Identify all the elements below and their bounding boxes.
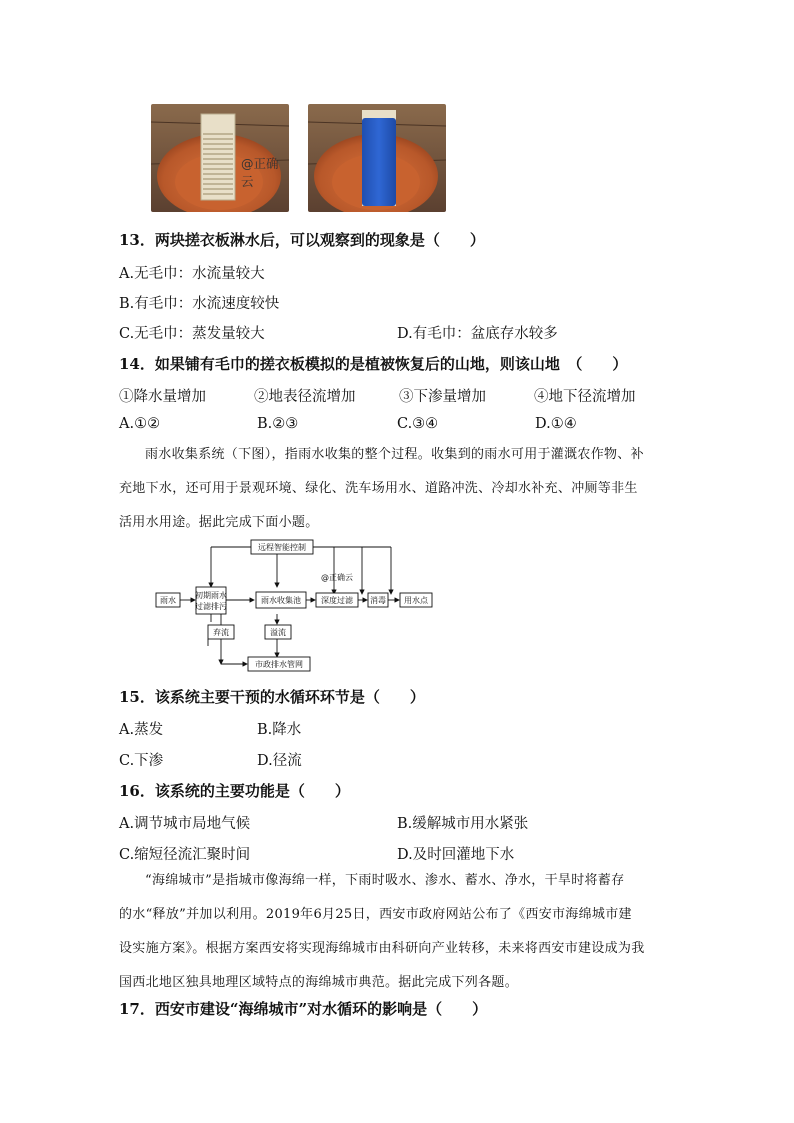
passage-sponge-city-line-3: 设实施方案》。根据方案西安将实现海绵城市由科研向产业转移，未来将西安市建设成为我: [119, 941, 645, 956]
question-15-option-d: D.径流: [257, 753, 302, 769]
passage-rainwater-line-2: 充地下水，还可用于景观环境、绿化、洗车场用水、道路冲洗、冷却水补充、冲厕等非生: [119, 481, 638, 496]
question-14-option-d: D.①④: [535, 416, 577, 432]
question-13-option-d: D.有毛巾：盆底存水较多: [397, 326, 558, 342]
diagram-label-deep-filter: 深度过滤: [321, 596, 353, 605]
question-17-stem: 17．西安市建设“海绵城市”对水循环的影响是（ ）: [119, 1000, 488, 1018]
rainwater-system-diagram: [155, 538, 445, 674]
question-16-option-c: C.缩短径流汇聚时间: [119, 847, 251, 863]
question-14-item-1: ①降水量增加: [119, 389, 206, 405]
photo-watermark: @正确云: [241, 156, 279, 189]
question-15-option-a: A.蒸发: [119, 722, 164, 738]
passage-sponge-city-line-2: 的水“释放”并加以利用。2019年6月25日，西安市政府网站公布了《西安市海绵城市建: [119, 907, 632, 922]
question-14-item-3: ③下渗量增加: [399, 389, 486, 405]
question-13-option-b: B.有毛巾：水流速度较快: [119, 296, 280, 312]
photo-washboard-with-towel: [308, 104, 446, 212]
diagram-label-initial-1: 初期雨水: [195, 591, 227, 600]
question-14-option-a: A.①②: [119, 416, 161, 432]
photo-washboard-without-towel: [151, 104, 289, 212]
diagram-label-overflow: 溢流: [270, 628, 286, 637]
question-16-option-b: B.缓解城市用水紧张: [397, 816, 529, 832]
question-15-option-b: B.降水: [257, 722, 302, 738]
question-14-item-4: ④地下径流增加: [534, 389, 636, 405]
passage-rainwater-line-1: 雨水收集系统（下图），指雨水收集的整个过程。收集到的雨水可用于灌溉农作物、补: [145, 447, 644, 462]
passage-sponge-city-line-4: 国西北地区独具地理区域特点的海绵城市典范。据此完成下列各题。: [119, 975, 519, 990]
diagram-label-discard: 弃流: [213, 628, 229, 637]
question-13-stem: 13．两块搓衣板淋水后，可以观察到的现象是（ ）: [119, 231, 485, 249]
diagram-label-initial-2: 过滤排污: [195, 602, 227, 611]
diagram-label-use-point: 用水点: [404, 596, 428, 605]
diagram-label-remote-control: 远程智能控制: [258, 543, 306, 552]
question-15-stem: 15．该系统主要干预的水循环环节是（ ）: [119, 688, 425, 706]
question-16-stem: 16．该系统的主要功能是（ ）: [119, 782, 350, 800]
question-14-item-2: ②地表径流增加: [254, 389, 356, 405]
question-15-option-c: C.下渗: [119, 753, 164, 769]
question-14-stem: 14．如果铺有毛巾的搓衣板模拟的是植被恢复后的山地，则该山地 （ ）: [119, 355, 628, 373]
diagram-label-rain: 雨水: [160, 596, 176, 605]
question-13-option-c: C.无毛巾：蒸发量较大: [119, 326, 265, 342]
diagram-label-drain: 市政排水管网: [255, 660, 303, 669]
question-13-option-a: A.无毛巾：水流量较大: [119, 266, 265, 282]
diagram-label-disinfect: 消毒: [370, 596, 386, 605]
question-14-option-b: B.②③: [257, 416, 299, 432]
question-16-option-a: A.调节城市局地气候: [119, 816, 251, 832]
passage-sponge-city-line-1: “海绵城市”是指城市像海绵一样，下雨时吸水、渗水、蓄水、净水，干旱时将蓄存: [145, 873, 625, 888]
passage-rainwater-line-3: 活用水用途。据此完成下面小题。: [119, 515, 319, 530]
question-16-option-d: D.及时回灌地下水: [397, 847, 515, 863]
diagram-label-tank: 雨水收集池: [261, 596, 301, 605]
question-14-option-c: C.③④: [397, 416, 439, 432]
diagram-watermark: @正确云: [321, 573, 353, 582]
